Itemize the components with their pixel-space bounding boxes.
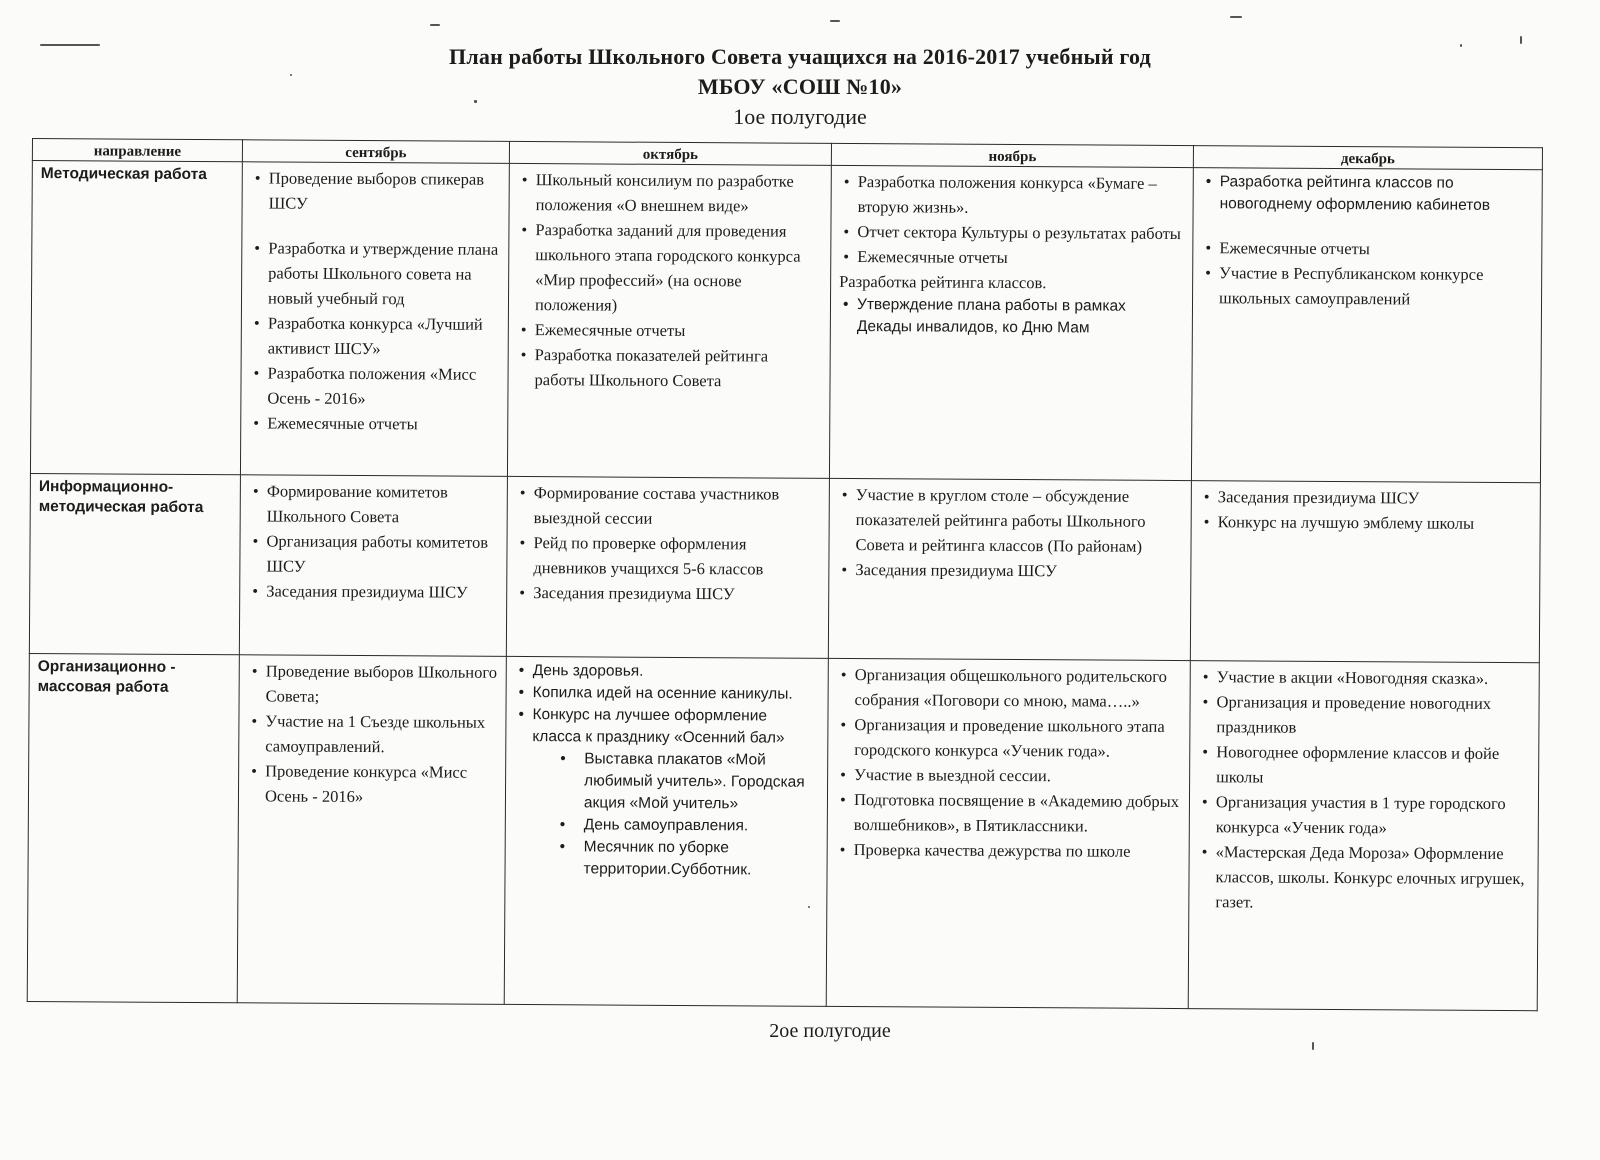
list-item: • День здоровья. [515, 660, 820, 684]
list-item: • Разработка рейтинга классов по новогоднему оформлению кабинетов [1202, 171, 1534, 217]
document-title: План работы Школьного Совета учащихся на 2016-2017 учебный год [449, 44, 1151, 69]
list-item: Разработка рейтинга классов. [839, 271, 1047, 293]
list-item: • Выставка плакатов «Мой любимый учитель». Городская акция «Мой учитель» [514, 748, 819, 816]
list-item: • Разработка показателей рейтинга работы Школьного Совета [516, 342, 821, 394]
row-direction-info-methodical: Информационно-методическая работа [29, 474, 240, 655]
list-item: • Новогоднее оформление классов и фойе школы [1198, 739, 1530, 791]
list-item: • День самоуправления. [514, 814, 819, 838]
cell-methodical-december [1191, 168, 1542, 483]
list-item: • Организация работы комитетов ШСУ [248, 528, 498, 580]
cell-org-october [504, 657, 828, 1007]
list-item: • Участие в акции «Новогодняя сказка». [1199, 664, 1531, 691]
list-item: • Участие в Республиканском конкурсе школьных самоуправлений [1201, 260, 1533, 312]
list-item: • Заседания президиума ШСУ [515, 580, 820, 607]
table-row-organizational [27, 654, 1539, 1011]
list-item: • Месячник по уборке территории.Субботник. [513, 836, 818, 882]
list-item: • Участие в круглом столе – обсуждение показателей рейтинга работы Школьного Совета и рейтинга классов (По районам) [837, 482, 1182, 559]
cell-methodical-november [829, 165, 1193, 480]
cell-org-november [826, 658, 1190, 1008]
list-item: • Проведение выборов спикерав ШСУ [251, 165, 501, 217]
column-header-october: октябрь [509, 141, 831, 165]
list-item: • Организация общешкольного родительского собрания «Поговори со мною, мама…..» [837, 662, 1182, 714]
cell-info-november [828, 478, 1191, 660]
row-direction-organizational: Организационно - массовая работа [27, 654, 239, 1003]
list-item: • «Мастерская Деда Мороза» Оформление классов, школы. Конкурс елочных игрушек, газет. [1197, 839, 1529, 916]
column-header-september: сентябрь [242, 140, 509, 164]
list-item: • Ежемесячные отчеты [249, 410, 499, 437]
list-item: • Разработка положения «Мисс Осень - 2016» [249, 360, 499, 412]
list-item: • Утверждение плана работы в рамках Декады инвалидов, ко Дню Мам [839, 294, 1184, 340]
row-direction-methodical: Методическая работа [30, 161, 242, 475]
list-item: • Заседания президиума ШСУ [1200, 484, 1532, 511]
list-item: • Конкурс на лучшее оформление класса к празднику «Осенний бал» [514, 704, 819, 750]
cell-methodical-september [240, 162, 509, 477]
list-item: • Заседания президиума ШСУ [837, 557, 1182, 584]
list-item: • Разработка и утверждение плана работы Школьного совета на новый учебный год [250, 235, 500, 312]
list-item: • Участие в выездной сессии. [836, 762, 1181, 789]
cell-info-october [506, 476, 829, 658]
semester-1-heading: 1ое полугодие [733, 104, 867, 129]
column-header-direction: направление [32, 139, 242, 162]
list-item: • Подготовка посвящение в «Академию добрых волшебников», в Пятиклассники. [836, 787, 1181, 839]
spacer [1201, 215, 1533, 237]
list-item: • Разработка положения конкурса «Бумаге – вторую жизнь». [840, 169, 1185, 221]
list-item: • Заседания президиума ШСУ [248, 578, 498, 605]
column-header-december: декабрь [1193, 146, 1542, 170]
cell-methodical-october [507, 163, 831, 478]
list-item: • Разработка конкурса «Лучший активист ШСУ» [250, 310, 500, 362]
list-item: • Копилка идей на осенние каникулы. [515, 682, 820, 706]
column-header-november: ноябрь [831, 143, 1193, 167]
list-item: • Школьный консилиум по разработке положения «О внешнем виде» [518, 167, 823, 219]
cell-org-december [1188, 661, 1539, 1011]
list-item: • Организация и проведение школьного этапа городского конкурса «Ученик года». [836, 712, 1181, 764]
list-item: • Рейд по проверке оформления дневников учащихся 5-6 классов [515, 530, 820, 582]
list-item: • Проведение выборов Школьного Совета; [248, 658, 498, 710]
list-item: • Проверка качества дежурства по школе [836, 837, 1181, 864]
table-row-info-methodical [29, 474, 1540, 663]
cell-info-september [239, 475, 507, 657]
table-row-methodical [30, 161, 1542, 483]
spacer [250, 215, 500, 237]
list-item: • Отчет сектора Культуры о результатах работы [839, 219, 1184, 246]
list-item: • Организация и проведение новогодних праздников [1198, 689, 1530, 741]
list-item: • Формирование состава участников выездной сессии [516, 480, 821, 532]
list-item: • Ежемесячные отчеты [517, 317, 822, 344]
school-name: МБОУ «СОШ №10» [697, 74, 903, 99]
cell-org-september [237, 655, 506, 1004]
semester-2-heading: 2ое полугодие [769, 1020, 891, 1042]
list-item: • Ежемесячные отчеты [839, 244, 1184, 271]
list-item: • Участие на 1 Съезде школьных самоуправлений. [247, 708, 497, 760]
cell-info-december [1190, 481, 1540, 663]
list-item: • Формирование комитетов Школьного Совета [249, 478, 499, 530]
list-item: • Проведение конкурса «Мисс Осень - 2016» [247, 758, 497, 810]
list-item: • Ежемесячные отчеты [1201, 235, 1533, 262]
list-item: • Разработка заданий для проведения школьного этапа городского конкурса «Мир профессий» (на основе положения) [517, 217, 823, 319]
list-item: • Конкурс на лучшую эмблему школы [1200, 509, 1532, 536]
plan-table [27, 138, 1543, 1011]
list-item: • Организация участия в 1 туре городского конкурса «Ученик года» [1198, 789, 1530, 841]
